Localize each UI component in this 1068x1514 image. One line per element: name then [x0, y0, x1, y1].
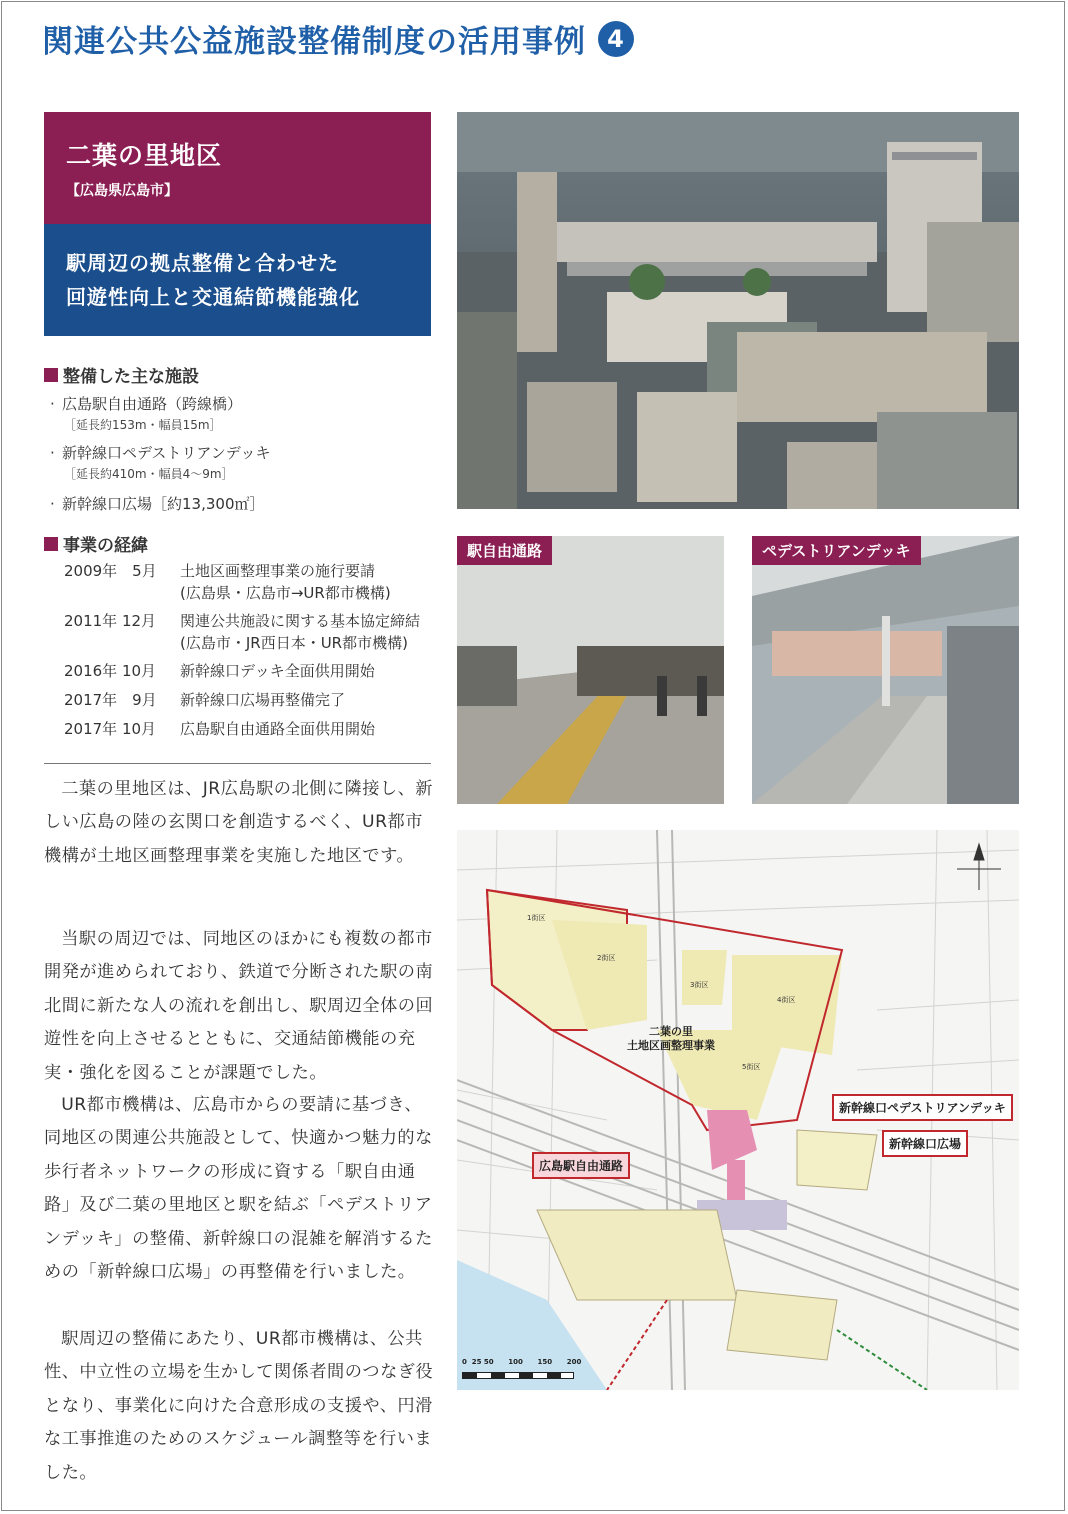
case-number-badge: 4 — [598, 21, 634, 57]
map-scale: 0 25 50 100 150 200 — [462, 1358, 582, 1366]
history-event: 新幹線口デッキ全面供用開始 — [180, 662, 375, 680]
district-prefecture: 【広島県広島市】 — [66, 183, 178, 199]
area-map — [457, 830, 1019, 1390]
history-heading — [44, 531, 148, 556]
history-date: 2011年 12月 — [64, 612, 157, 630]
history-date: 2017年 9月 — [64, 691, 157, 709]
square-bullet-icon — [44, 537, 58, 551]
section-divider — [44, 763, 431, 764]
facility-name: 新幹線口ペデストリアンデッキ — [62, 444, 271, 462]
project-label-line-2: 土地区画整理事業 — [627, 1039, 715, 1052]
free-passage-photo — [457, 536, 724, 804]
tagline-line-2: 回遊性向上と交通結節機能強化 — [66, 285, 360, 309]
facility-item — [50, 493, 265, 514]
history-event: 関連公共施設に関する基本協定締結 — [180, 612, 421, 630]
block-label: 3街区 — [690, 981, 709, 989]
block-label: 1街区 — [527, 914, 546, 922]
facility-item — [50, 442, 271, 463]
history-date: 2016年 10月 — [64, 662, 157, 680]
history-date: 2017年 10月 — [64, 720, 157, 738]
tagline-box — [44, 224, 431, 336]
history-heading-text: 事業の経緯 — [63, 536, 148, 556]
body-paragraph: UR都市機構は、広島市からの要請に基づき、同地区の関連公共施設として、快適かつ魅力的な歩行者ネットワークの形成に資する「駅自由通路」及び二葉の里地区と駅を結ぶ「ペデストリアンデッキ」の整備、新幹線口の混雑を解消するための「新幹線口広場」の再整備を行いました。 — [44, 1095, 433, 1283]
history-event: 広島駅自由通路全面供用開始 — [180, 720, 376, 738]
dot-bullet-icon: · — [50, 495, 55, 513]
project-label-line-1: 二葉の里 — [649, 1025, 693, 1038]
body-paragraph: 二葉の里地区は、JR広島駅の北側に隣接し、新しい広島の陸の玄関口を創造するべく、UR都市機構が土地区画整理事業を実施した地区です。 — [44, 779, 433, 866]
history-row — [64, 689, 345, 711]
photo-label-deck: ペデストリアンデッキ — [752, 536, 921, 565]
map-label-deck: 新幹線口ペデストリアンデッキ — [832, 1094, 1013, 1121]
history-event: 土地区画整理事業の施行要請 — [180, 562, 376, 580]
tagline-line-1: 駅周辺の拠点整備と合わせた — [66, 251, 339, 275]
facility-item — [50, 393, 242, 414]
map-label-passage: 広島駅自由通路 — [532, 1152, 630, 1179]
history-date: 2009年 5月 — [64, 562, 157, 580]
dot-bullet-icon: · — [50, 395, 55, 413]
page-title — [42, 16, 634, 61]
square-bullet-icon — [44, 368, 58, 382]
block-label: 5街区 — [742, 1063, 761, 1071]
project-label — [627, 1025, 715, 1053]
facilities-heading — [44, 362, 199, 387]
aerial-photo — [457, 112, 1019, 509]
history-row — [64, 610, 421, 652]
pedestrian-deck-photo — [752, 536, 1019, 804]
facility-note: ［延長約410m・幅員4〜9m］ — [64, 467, 234, 481]
history-row — [64, 660, 375, 682]
body-paragraph: 当駅の周辺では、同地区のほかにも複数の都市開発が進められており、鉄道で分断された駅の南北間に新たな人の流れを創出し、駅周辺全体の回遊性を向上させるとともに、交通結節機能の充実・強化を図ることが課題でした。 — [44, 929, 434, 1083]
map-scale-bar — [462, 1372, 574, 1379]
map-label-plaza: 新幹線口広場 — [882, 1130, 968, 1157]
page-title-text: 関連公共公益施設整備制度の活用事例 — [42, 24, 586, 60]
block-label: 2街区 — [597, 954, 616, 962]
dot-bullet-icon: · — [50, 444, 55, 462]
history-event-detail: (広島県・広島市→UR都市機構) — [180, 584, 391, 602]
facility-note: ［延長約153m・幅員15m］ — [64, 418, 222, 432]
history-row — [64, 718, 375, 740]
photo-label-passage: 駅自由通路 — [457, 536, 552, 565]
block-label: 4街区 — [777, 996, 796, 1004]
facility-name: 広島駅自由通路（跨線橋） — [62, 395, 243, 413]
district-name: 二葉の里地区 — [66, 141, 223, 170]
history-event: 新幹線口広場再整備完了 — [180, 691, 346, 709]
facilities-heading-text: 整備した主な施設 — [63, 367, 199, 387]
history-event-detail: (広島市・JR西日本・UR都市機構) — [180, 634, 408, 652]
facility-name: 新幹線口広場［約13,300㎡］ — [62, 495, 265, 513]
district-header — [44, 112, 431, 224]
history-row — [64, 560, 391, 602]
body-paragraph: 駅周辺の整備にあたり、UR都市機構は、公共性、中立性の立場を生かして関係者間のつなぎ役となり、事業化に向けた合意形成の支援や、円滑な工事推進のためのスケジュール調整等を行いました。 — [44, 1329, 434, 1483]
